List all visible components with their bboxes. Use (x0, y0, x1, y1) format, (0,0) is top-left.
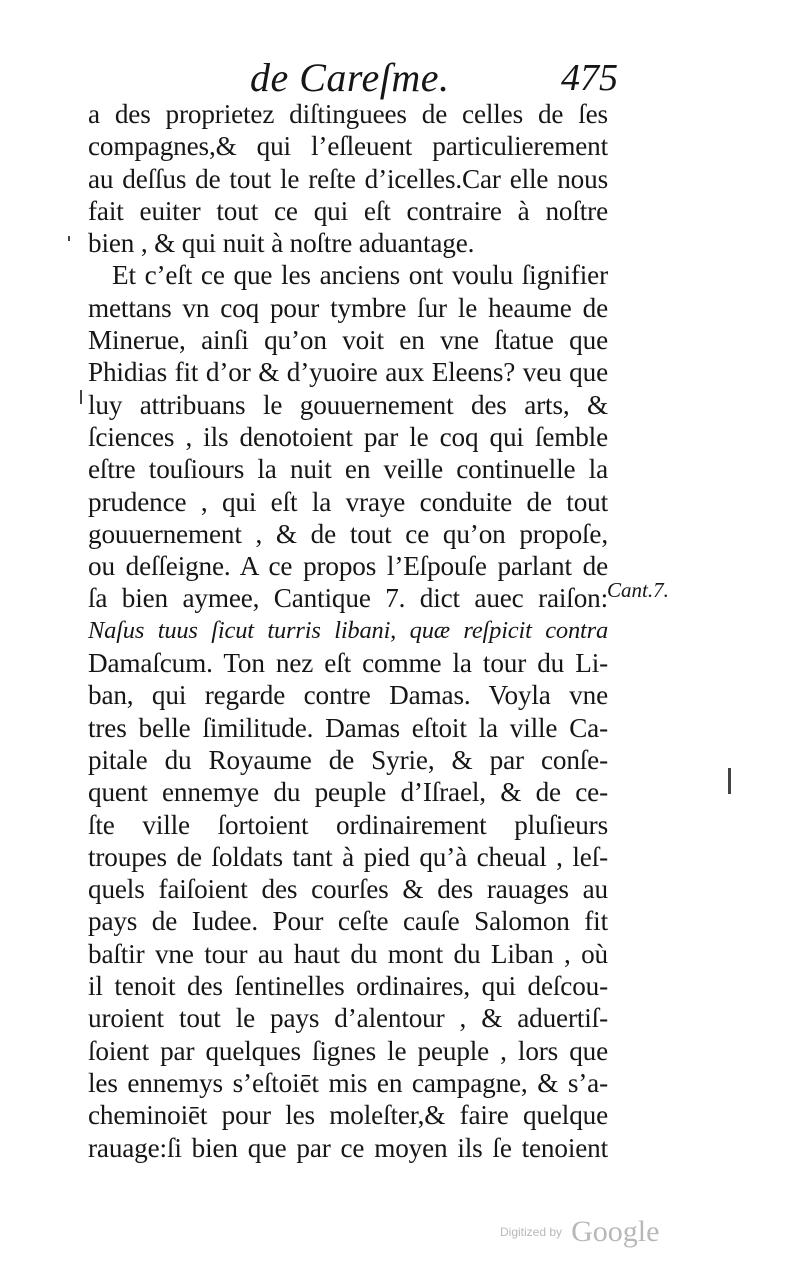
text-line: compagnes,& qui l’eſleuent particulierement (88, 131, 608, 162)
margin-note: Cant.7. (607, 578, 669, 602)
watermark-logo: Google (571, 1215, 660, 1248)
text-line: il tenoit des ſentinelles ordinaires, qui deſcou- (88, 971, 608, 1002)
text-line: prudence , qui eſt la vraye conduite de tout (88, 486, 608, 517)
scan-mark (728, 768, 731, 794)
text-line: les ennemys s’eſtoiēt mis en campagne, & s’a- (88, 1067, 608, 1098)
scan-mark (68, 236, 70, 241)
running-title: de Careſme. (250, 55, 450, 100)
text-line: ſciences , ils denotoient par le coq qui ſemble (88, 421, 608, 452)
page-header (250, 50, 630, 100)
text-line: au deſſus de tout le reſte d’icelles.Car elle nous (88, 163, 608, 194)
text-line: bien , & qui nuit à noſtre aduantage. (88, 228, 475, 259)
text-line: ban, qui regarde contre Damas. Voyla vne (88, 680, 608, 711)
text-line: Minerue, ainſi qu’on voit en vne ſtatue que (88, 325, 608, 356)
text-line: pays de Iudee. Pour ceſte cauſe Salomon fit (88, 906, 608, 937)
text-line: troupes de ſoldats tant à pied qu’à cheual , leſ- (88, 841, 608, 872)
text-line: quent ennemye du peuple d’Iſrael, & de ce- (88, 777, 608, 808)
text-line: uroient tout le pays d’alentour , & aduertiſ- (88, 1003, 608, 1034)
text-line: quels faiſoient des courſes & des rauages au (88, 874, 608, 905)
text-line: Phidias fit d’or & d’yuoire aux Eleens? veu que (88, 357, 608, 388)
text-line: baſtir vne tour au haut du mont du Liban , où (88, 938, 608, 969)
text-line: luy attribuans le gouuernement des arts, & (88, 389, 608, 420)
text-line: ou deſſeigne. A ce propos l’Eſpouſe parlant de (88, 551, 608, 582)
text-line: eſtre touſiours la nuit en veille continuelle la (88, 454, 608, 485)
text-line: tres belle ſimilitude. Damas eſtoit la ville Ca- (88, 712, 608, 743)
latin-quote-line: Naſus tuus ſicut turris libani, quæ reſpicit contra (88, 616, 608, 644)
text-line: gouuernement , & de tout ce qu’on propoſe, (88, 518, 608, 549)
digitized-watermark (500, 1215, 659, 1249)
text-line: Damaſcum. Ton nez eſt comme la tour du Li- (88, 648, 608, 679)
page-number: 475 (561, 57, 618, 99)
text-line: rauage:ſi bien que par ce moyen ils ſe tenoient (88, 1132, 608, 1163)
text-line: cheminoiēt pour les moleſter,& faire quelque (88, 1100, 608, 1131)
watermark-prefix: Digitized by (500, 1225, 563, 1239)
scan-mark (80, 390, 82, 404)
text-line: ſoient par quelques ſignes le peuple , lors que (88, 1035, 608, 1066)
text-line: Et c’eſt ce que les anciens ont voulu ſignifier (112, 260, 608, 291)
text-line: ſte ville ſortoient ordinairement pluſieurs (88, 809, 608, 840)
text-line: pitale du Royaume de Syrie, & par conſe- (88, 744, 608, 775)
text-line: a des proprietez diſtinguees de celles de ſes (88, 99, 608, 129)
text-line: mettans vn coq pour tymbre ſur le heaume de (88, 292, 608, 323)
text-line: ſa bien aymee, Cantique 7. dict auec raiſon: (88, 583, 608, 614)
text-line: fait euiter tout ce qui eſt contraire à noſtre (88, 195, 608, 226)
body-text (88, 98, 608, 1164)
